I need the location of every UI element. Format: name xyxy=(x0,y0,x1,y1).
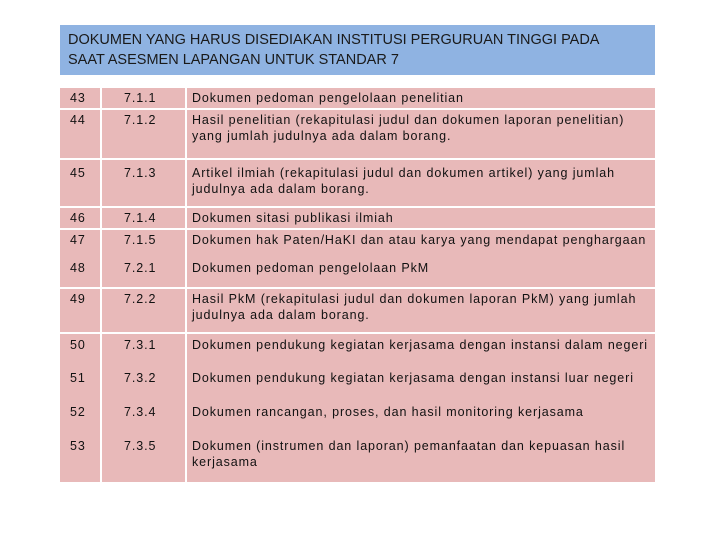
row-number: 50 xyxy=(70,338,86,352)
row-description: Dokumen hak Paten/HaKI dan atau karya yang mendapat penghargaan xyxy=(192,233,647,247)
row-code: 7.1.1 xyxy=(124,91,157,105)
row-description: Dokumen pendukung kegiatan kerjasama dengan instansi luar negeri xyxy=(192,371,634,385)
table-row xyxy=(60,287,655,334)
row-description: Hasil penelitian (rekapitulasi judul dan dokumen laporan penelitian) yang jumlah judulnya ada dalam borang. xyxy=(192,113,625,143)
document-table xyxy=(60,88,655,482)
row-code: 7.3.4 xyxy=(124,405,157,419)
row-code: 7.3.2 xyxy=(124,371,157,385)
row-number: 53 xyxy=(70,439,86,453)
row-code: 7.1.3 xyxy=(124,166,157,180)
row-description: Dokumen pendukung kegiatan kerjasama dengan instansi dalam negeri xyxy=(192,338,648,352)
row-code: 7.1.5 xyxy=(124,233,157,247)
row-description: Dokumen pedoman pengelolaan penelitian xyxy=(192,91,464,105)
row-number: 47 xyxy=(70,233,86,247)
row-number: 45 xyxy=(70,166,86,180)
document-title xyxy=(60,25,655,75)
row-description: Artikel ilmiah (rekapitulasi judul dan dokumen artikel) yang jumlah judulnya ada dalam borang. xyxy=(192,166,615,196)
title-line-2: SAAT ASESMEN LAPANGAN UNTUK STANDAR 7 xyxy=(68,52,399,68)
table-row xyxy=(60,334,655,482)
row-number: 44 xyxy=(70,113,86,127)
row-description: Dokumen rancangan, proses, dan hasil monitoring kerjasama xyxy=(192,405,584,419)
row-number: 43 xyxy=(70,91,86,105)
row-code: 7.1.2 xyxy=(124,113,157,127)
row-description: Dokumen (instrumen dan laporan) pemanfaatan dan kepuasan hasil kerjasama xyxy=(192,439,626,469)
row-number: 51 xyxy=(70,371,86,385)
row-description: Dokumen pedoman pengelolaan PkM xyxy=(192,261,430,275)
row-code: 7.2.1 xyxy=(124,261,157,275)
row-number: 49 xyxy=(70,292,86,306)
row-code: 7.1.4 xyxy=(124,211,157,225)
table-row xyxy=(60,160,655,208)
row-code: 7.2.2 xyxy=(124,292,157,306)
table-row xyxy=(60,230,655,287)
row-number: 48 xyxy=(70,261,86,275)
row-number: 46 xyxy=(70,211,86,225)
row-number: 52 xyxy=(70,405,86,419)
row-code: 7.3.5 xyxy=(124,439,157,453)
row-description: Hasil PkM (rekapitulasi judul dan dokumen laporan PkM) yang jumlah judulnya ada dalam borang. xyxy=(192,292,637,322)
table-row xyxy=(60,110,655,160)
title-line-1: DOKUMEN YANG HARUS DISEDIAKAN INSTITUSI PERGURUAN TINGGI PADA xyxy=(68,32,600,48)
table-row xyxy=(60,88,655,110)
row-code: 7.3.1 xyxy=(124,338,157,352)
table-row xyxy=(60,208,655,230)
row-description: Dokumen sitasi publikasi ilmiah xyxy=(192,211,394,225)
